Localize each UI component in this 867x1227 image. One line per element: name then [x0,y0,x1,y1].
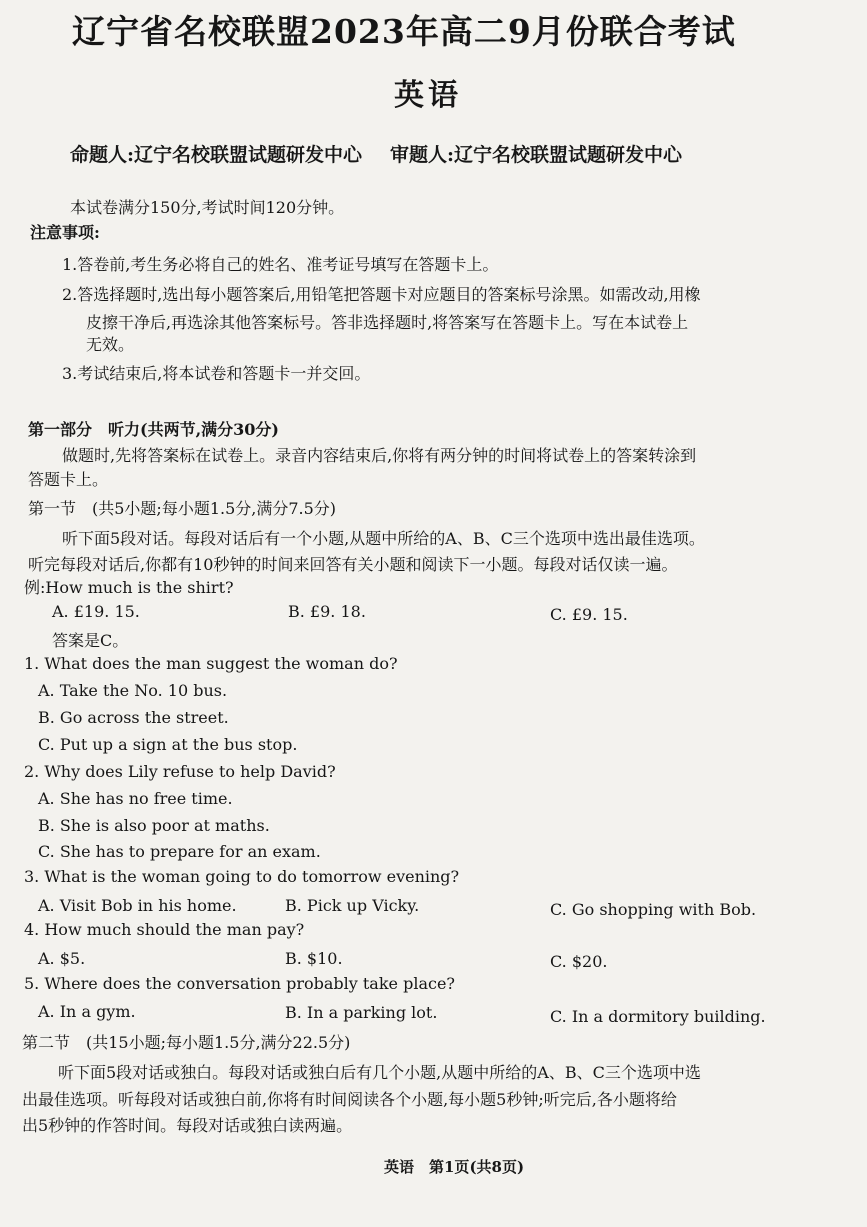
question-4: 4. How much should the man pay? [24,920,305,939]
question-2: 2. Why does Lily refuse to help David? [24,762,336,781]
example-question: 例:How much is the shirt? [24,578,234,597]
q5-option-a: A. In a gym. [38,1002,136,1021]
example-option-c: C. £9. 15. [550,605,628,624]
example-option-a: A. £19. 15. [52,602,140,621]
part1-instruction-cont: 答题卡上。 [28,470,109,489]
q1-option-c: C. Put up a sign at the bus stop. [38,735,298,754]
intro-text: 本试卷满分150分,考试时间120分钟。 [70,198,345,217]
example-answer: 答案是C。 [52,631,129,650]
notes-heading: 注意事项: [30,223,100,242]
question-5: 5. Where does the conversation probably take place? [24,974,455,993]
q2-option-c: C. She has to prepare for an exam. [38,842,321,861]
note-item-2-end: 无效。 [86,335,135,354]
example-option-b: B. £9. 18. [288,602,366,621]
section2-heading: 第二节 (共15小题;每小题1.5分,满分22.5分) [22,1033,351,1052]
section1-instruction: 听下面5段对话。每段对话后有一个小题,从题中所给的A、B、C三个选项中选出最佳选项。 [62,529,705,548]
section2-instruction: 听下面5段对话或独白。每段对话或独白后有几个小题,从题中所给的A、B、C三个选项中选 [58,1063,701,1082]
question-3: 3. What is the woman going to do tomorrow evening? [24,867,460,886]
q1-option-a: A. Take the No. 10 bus. [38,681,228,700]
question-1: 1. What does the man suggest the woman do? [24,654,398,673]
author-label: 命题人:辽宁名校联盟试题研发中心 [70,144,363,166]
subject-title: 英语 [394,78,462,113]
q1-option-b: B. Go across the street. [38,708,229,727]
q4-option-b: B. $10. [285,949,343,968]
note-item-2: 2.答选择题时,选出每小题答案后,用铅笔把答题卡对应题目的答案标号涂黑。如需改动,用橡 [62,285,701,304]
section2-instruction-end: 出5秒钟的作答时间。每段对话或独白读两遍。 [22,1116,353,1135]
q3-option-a: A. Visit Bob in his home. [38,896,237,915]
q2-option-a: A. She has no free time. [38,789,233,808]
note-item-1: 1.答卷前,考生务必将自己的姓名、准考证号填写在答题卡上。 [62,255,499,274]
part1-instruction: 做题时,先将答案标在试卷上。录音内容结束后,你将有两分钟的时间将试卷上的答案转涂到 [62,446,697,465]
exam-title: 辽宁省名校联盟2023年高二9月份联合考试 [72,12,736,51]
reviewer-label: 审题人:辽宁名校联盟试题研发中心 [390,144,683,166]
q3-option-b: B. Pick up Vicky. [285,896,420,915]
q3-option-c: C. Go shopping with Bob. [550,900,757,919]
q4-option-a: A. $5. [38,949,86,968]
part1-heading: 第一部分 听力(共两节,满分30分) [28,420,279,439]
section1-heading: 第一节 (共5小题;每小题1.5分,满分7.5分) [28,499,337,518]
section1-instruction-cont: 听完每段对话后,你都有10秒钟的时间来回答有关小题和阅读下一小题。每段对话仅读一遍。 [28,555,678,574]
author-line [70,140,682,167]
note-item-2-cont: 皮擦干净后,再选涂其他答案标号。答非选择题时,将答案写在答题卡上。写在本试卷上 [86,313,689,332]
page-footer: 英语 第1页(共8页) [384,1158,525,1176]
section2-instruction-cont: 出最佳选项。听每段对话或独白前,你将有时间阅读各个小题,每小题5秒钟;听完后,各小题将给 [22,1090,677,1109]
q4-option-c: C. $20. [550,952,608,971]
q5-option-b: B. In a parking lot. [285,1003,438,1022]
q5-option-c: C. In a dormitory building. [550,1007,766,1026]
q2-option-b: B. She is also poor at maths. [38,816,270,835]
note-item-3: 3.考试结束后,将本试卷和答题卡一并交回。 [62,364,371,383]
